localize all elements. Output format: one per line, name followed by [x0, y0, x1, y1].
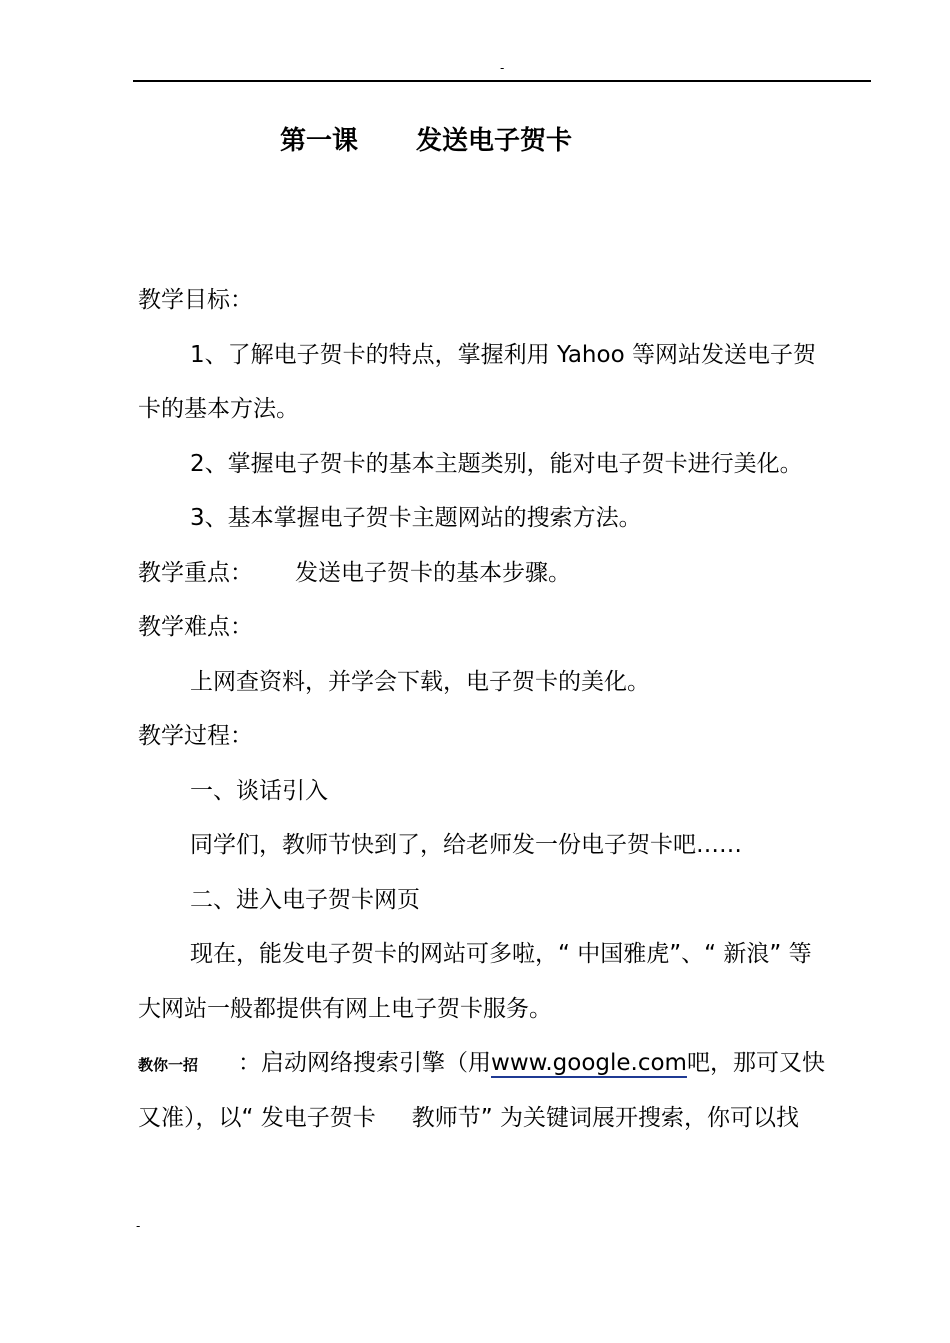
- objective-1-line-1: 1、了解电子贺卡的特点，掌握利用 Yahoo 等网站发送电子贺: [190, 341, 816, 368]
- tip-line-2: [138, 1091, 873, 1146]
- tip-label: 教你一招: [138, 1056, 199, 1074]
- lesson-content: [138, 273, 873, 1145]
- difficulty-text: 上网查资料，并学会下载，电子贺卡的美化。: [190, 668, 650, 695]
- tip-text-b: 吧，那可又快: [686, 1050, 825, 1076]
- section-2-line-2: 大网站一般都提供有网上电子贺卡服务。: [138, 995, 552, 1022]
- section-1-heading: 一、谈话引入: [190, 777, 328, 804]
- section-2-line-1: 现在，能发电子贺卡的网站可多啦，“ 中国雅虎”、“ 新浪” 等: [190, 941, 812, 967]
- objective-1-line-2: 卡的基本方法。: [138, 396, 299, 422]
- section-2-heading: 二、进入电子贺卡网页: [190, 886, 420, 913]
- section-1-text: 同学们，教师节快到了，给老师发一份电子贺卡吧……: [190, 832, 742, 858]
- keypoint-row: [138, 546, 873, 601]
- process-heading: 教学过程：: [138, 723, 253, 749]
- header-rule: [133, 80, 871, 82]
- keypoint-text: 发送电子贺卡的基本步骤。: [295, 559, 571, 586]
- page-title: [280, 121, 572, 161]
- header-mark: -: [500, 61, 505, 75]
- difficulty-label: 教学难点：: [138, 614, 253, 640]
- objective-2: 2、掌握电子贺卡的基本主题类别，能对电子贺卡进行美化。: [190, 450, 803, 477]
- google-link[interactable]: www.google.com: [491, 1050, 687, 1076]
- title-lesson: 第一课: [280, 126, 359, 156]
- tip-text-a: ：启动网络搜索引擎（用: [238, 1050, 492, 1076]
- title-topic: 发送电子贺卡: [416, 126, 573, 156]
- tip-row: [138, 1036, 873, 1091]
- objectives-heading: 教学目标：: [138, 287, 253, 313]
- tip-line-2-b: 教师节” 为关键词展开搜索，你可以找: [411, 1104, 799, 1131]
- objective-3: 3、基本掌握电子贺卡主题网站的搜索方法。: [190, 505, 642, 531]
- keypoint-label: 教学重点：: [138, 559, 253, 586]
- footer-mark: -: [136, 1219, 141, 1233]
- tip-line-2-a: 又准），以“ 发电子贺卡: [138, 1104, 376, 1131]
